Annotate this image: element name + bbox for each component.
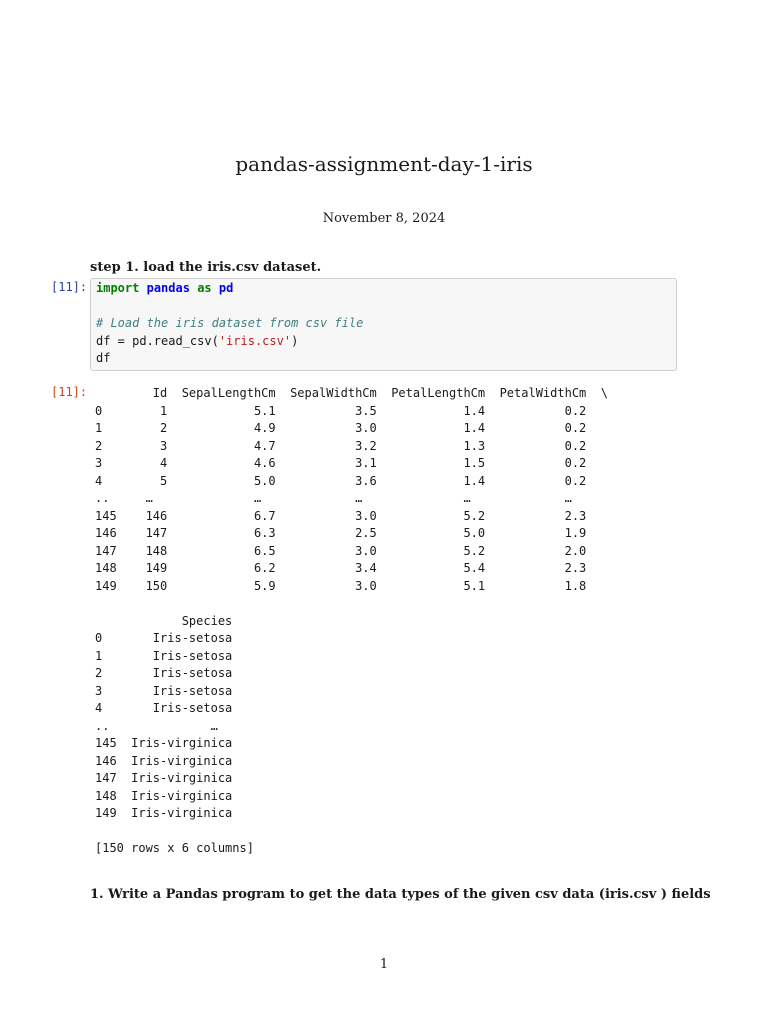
document-title: pandas-assignment-day-1-iris	[235, 152, 533, 176]
code-line-prefix: df = pd.read_csv(	[96, 333, 219, 348]
step-heading: step 1. load the iris.csv dataset.	[90, 260, 322, 275]
input-prompt: [11]:	[51, 280, 88, 294]
code-comment: # Load the iris dataset from csv file	[96, 316, 364, 330]
code-string-literal: 'iris.csv'	[218, 333, 292, 348]
code-block	[96, 280, 363, 368]
code-line-df: df	[96, 351, 111, 365]
code-alias: pd	[218, 281, 234, 295]
code-import-keyword: import	[96, 281, 140, 295]
output-prompt: [11]:	[51, 385, 88, 399]
code-module-name: pandas	[146, 281, 190, 295]
code-as-keyword: as	[197, 281, 212, 295]
code-line-suffix: )	[291, 333, 299, 348]
document-date: November 8, 2024	[322, 211, 446, 226]
page-number: 1	[379, 957, 389, 972]
code-cell[interactable]	[90, 278, 677, 371]
question-1: 1. Write a Pandas program to get the data types of the given csv data (iris.csv ) fields	[90, 887, 711, 902]
dataframe-output: Id SepalLengthCm SepalWidthCm PetalLengthCm PetalWidthCm \ 0 1 5.1 3.5 1.4 0.2 1 2 4.9 3.0 1.4 0.2 2 3 4.7 3.2 1.3 0.2 3 4 4.6 3.1 1.5 0.2 4 5 5.0 3.6 1.4 0.2 .. … … … … … 145 146 6.7 3.0 5.2 2.3 146 147 6.3 2.5 5.0 1.9 147 148 6.5 3.0 5.2 2.0 148 149 6.2 3.4 5.4 2.3 149 150 5.9 3.0 5.1 1.8 Species 0 Iris-setosa 1 Iris-setosa 2 Iris-setosa 3 Iris-setosa 4 Iris-setosa .. … 145 Iris-virginica 146 Iris-virginica 147 Iris-virginica 148 Iris-virginica 149 Iris-virginica [150 rows x 6 columns]	[95, 386, 608, 855]
